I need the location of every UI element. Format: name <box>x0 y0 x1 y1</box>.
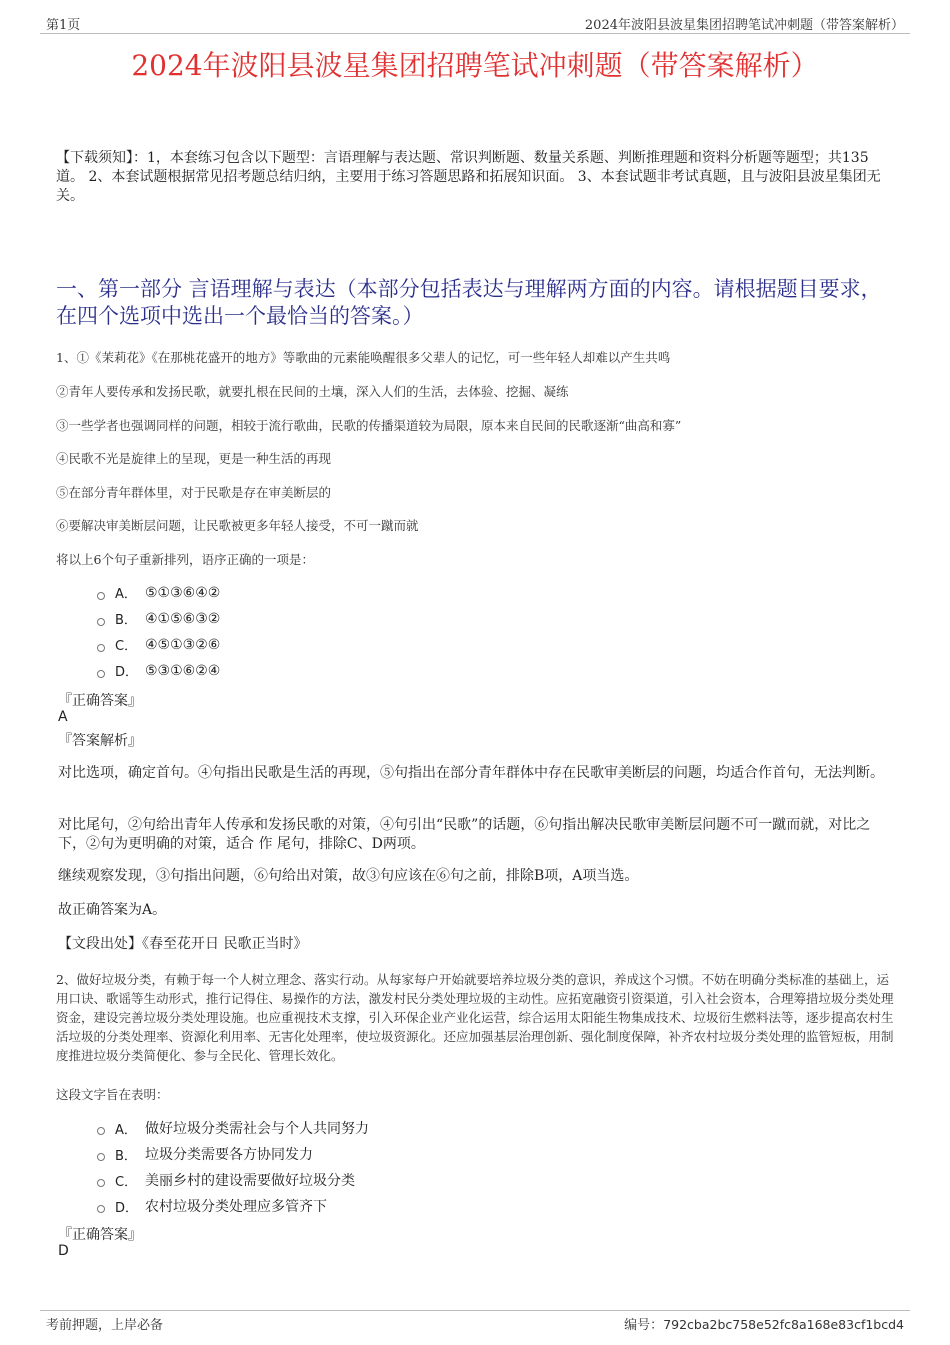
q1-answer-label: 『正确答案』 <box>58 693 142 709</box>
option-letter: B． <box>115 613 137 628</box>
q2-option-b[interactable] <box>97 1144 313 1164</box>
q2-prompt: 这段文字旨在表明： <box>56 1087 169 1102</box>
option-text: 垃圾分类需要各方协同发力 <box>145 1147 313 1163</box>
footer-code-label: 编号： <box>624 1318 664 1333</box>
footer-code <box>624 1314 904 1333</box>
radio-icon[interactable] <box>97 618 105 626</box>
option-text: ⑤①③⑥④② <box>145 584 221 601</box>
q2-option-a[interactable] <box>97 1118 369 1138</box>
q1-line-3: ③一些学者也强调同样的问题，相较于流行歌曲，民歌的传播渠道较为局限，原本来自民间的民歌逐渐“曲高和寡” <box>56 418 682 433</box>
option-letter: D． <box>115 1200 139 1216</box>
radio-icon[interactable] <box>97 670 105 678</box>
footer-code-value: 792cba2bc758e52fc8a168e83cf1bcd4 <box>663 1317 904 1332</box>
footer-slogan: 考前押题，上岸必备 <box>46 1318 164 1333</box>
q2-stem: 2、做好垃圾分类，有赖于每一个人树立理念、落实行动。从每家每户开始就要培养垃圾分类的意识，养成这个习惯。不妨在明确分类标准的基础上，运用口诀、歌谣等生动形式，推行记得住、易操作的方法，激发村民分类处理垃圾的主动性。应拓宽融资引资渠道，引入社会资本，合理筹措垃圾分类处理资金，建设完善垃圾分类处理设施。也应重视技术支撑，引入环保企业产业化运营，综合运用太阳能生物集成技术、垃圾衍生燃料法等，逐步提高农村生活垃圾的分类处理率、资源化利用率、无害化处理率，使垃圾资源化。还应加强基层治理创新、强化制度保障，补齐农村垃圾分类处理的监管短板，用制度推进垃圾分类简便化、参与全民化、管理长效化。 <box>56 972 894 1063</box>
q1-line-1: 1、①《茉莉花》《在那桃花盛开的地方》等歌曲的元素能唤醒很多父辈人的记忆，可一些年轻人却难以产生共鸣 <box>56 350 671 365</box>
option-text: ④①⑤⑥③② <box>145 610 221 627</box>
q1-line-6: ⑥要解决审美断层问题，让民歌被更多年轻人接受，不可一蹴而就 <box>56 518 419 533</box>
q1-line-4: ④民歌不光是旋律上的呈现，更是一种生活的再现 <box>56 451 332 466</box>
section-heading: 一、第一部分 言语理解与表达（本部分包括表达与理解两方面的内容。请根据题目要求，在四个选项中选出一个最恰当的答案。） <box>56 277 882 328</box>
option-letter: A． <box>115 587 137 602</box>
radio-icon[interactable] <box>97 1153 105 1161</box>
footer-divider <box>40 1310 910 1311</box>
option-letter: C． <box>115 639 138 654</box>
q1-answer: A <box>58 709 68 725</box>
option-text: 做好垃圾分类需社会与个人共同努力 <box>145 1121 369 1137</box>
header-doc-title: 2024年波阳县波星集团招聘笔试冲刺题（带答案解析） <box>584 18 904 33</box>
radio-icon[interactable] <box>97 592 105 600</box>
option-letter: D． <box>115 665 139 680</box>
q1-analysis-4: 故正确答案为A。 <box>58 902 167 918</box>
q1-option-b[interactable] <box>97 609 220 628</box>
radio-icon[interactable] <box>97 644 105 652</box>
q1-analysis-label: 『答案解析』 <box>58 733 142 749</box>
header-divider <box>40 33 910 34</box>
q1-option-a[interactable] <box>97 583 220 602</box>
q1-analysis-2: 对比尾句，②句给出青年人传承和发扬民歌的对策，④句引出“民歌”的话题，⑥句指出解决民歌审美断层问题不可一蹴而就，对比之下，②句为更明确的对策，适合 作 尾句，排除C、D两项。 <box>58 817 871 852</box>
option-letter: B． <box>115 1148 137 1164</box>
q2-answer-label: 『正确答案』 <box>58 1227 142 1243</box>
q1-analysis-1: 对比选项，确定首句。④句指出民歌是生活的再现，⑤句指出在部分青年群体中存在民歌审美断层的问题，均适合作首句，无法判断。 <box>58 765 884 781</box>
radio-icon[interactable] <box>97 1127 105 1135</box>
q1-line-2: ②青年人要传承和发扬民歌，就要扎根在民间的土壤，深入人们的生活，去体验、挖掘、凝练 <box>56 384 569 399</box>
q1-prompt: 将以上6个句子重新排列，语序正确的一项是： <box>56 552 314 567</box>
radio-icon[interactable] <box>97 1205 105 1213</box>
option-text: 美丽乡村的建设需要做好垃圾分类 <box>145 1173 355 1189</box>
q2-option-d[interactable] <box>97 1196 327 1216</box>
q2-answer: D <box>58 1243 69 1259</box>
q1-line-5: ⑤在部分青年群体里，对于民歌是存在审美断层的 <box>56 485 332 500</box>
q1-analysis-3: 继续观察发现，③句指出问题，⑥句给出对策，故③句应该在⑥句之前，排除B项，A项当选。 <box>58 868 639 884</box>
option-letter: A． <box>115 1122 137 1138</box>
q1-source: 【文段出处】《春至花开日 民歌正当时》 <box>58 936 308 952</box>
q1-option-d[interactable] <box>97 661 220 680</box>
option-text: 农村垃圾分类处理应多管齐下 <box>145 1199 327 1215</box>
option-text: ⑤③①⑥②④ <box>145 662 221 679</box>
page-number: 第1页 <box>46 18 81 33</box>
q1-option-c[interactable] <box>97 635 220 654</box>
document-title: 2024年波阳县波星集团招聘笔试冲刺题（带答案解析） <box>131 49 819 82</box>
radio-icon[interactable] <box>97 1179 105 1187</box>
option-text: ④⑤①③②⑥ <box>145 636 221 653</box>
download-notice: 【下载须知】：1，本套练习包含以下题型：言语理解与表达题、常识判断题、数量关系题、判断推理题和资料分析题等题型；共135道。 2、本套试题根据常见招考题总结归纳，主要用于练习答题思路和拓展知识面。 3、本套试题非考试真题，且与波阳县波星集团无关。 <box>56 150 881 204</box>
q2-option-c[interactable] <box>97 1170 355 1190</box>
option-letter: C． <box>115 1174 138 1190</box>
